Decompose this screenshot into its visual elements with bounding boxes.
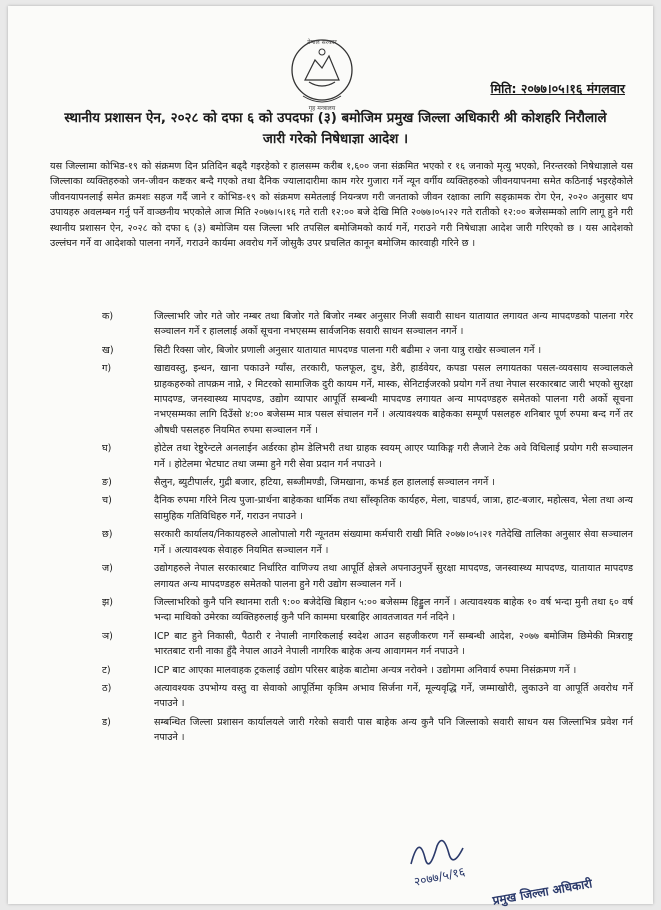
item-text: होटेल तथा रेष्टुरेन्टले अनलाईन अर्डरका होम डेलिभरी तथा ग्राहक स्वयम् आएर प्याकिङ्ग गरी लैजाने टेक अवे विधिलाई प्रयोग गरी सञ्चालन गर्ने । होटेलमा भेटघाट तथा जम्मा हुने गरी सेवा प्रदान गर्न नपाउने । [154, 443, 633, 470]
title-line-1: स्थानीय प्रशासन ऐन, २०२८ को दफा ६ को उपदफा (३) बमोजिम प्रमुख जिल्ला अधिकारी श्री कोशहरि निरौलाले [64, 111, 607, 126]
list-item [50, 681, 633, 712]
nepal-government-emblem [283, 34, 361, 112]
item-label: ञ) [102, 630, 113, 642]
list-item [50, 309, 633, 340]
document-date: मिति: २०७७।०५।१६ मंगलवार [490, 81, 625, 96]
item-text: उद्योगहरुले नेपाल सरकारबाट निर्धारित वाणिज्य तथा आपूर्ति क्षेत्रले अपनाउनुपर्ने सुरक्षा मापदण्ड, जनस्वास्थ्य मापदण्ड, यातायात मापदण्ड लगायत अन्य मापदण्डहरु समेतको पालना हुने गरी उद्योग सञ्चालन गर्ने । [154, 563, 633, 590]
item-text: सरकारी कार्यालय/निकायहरुले आलोपालो गरी न्यूनतम संख्यामा कर्मचारी राखी मिति २०७७।०५।२१ गतेदेखि तालिका अनुसार सेवा सञ्चालन गर्ने । अत्यावश्यक सेवाहरु नियमित सञ्चालन गर्ने । [154, 529, 633, 556]
svg-text:२०७७/५/१६: २०७७/५/१६ [412, 864, 467, 889]
svg-text:प्रमुख जिल्ला अधिकारी: प्रमुख जिल्ला अधिकारी [491, 876, 594, 908]
item-label: ङ) [102, 477, 112, 489]
item-text: ICP बाट हुने निकासी, पैठारी र नेपाली नागरिकलाई स्वदेश आउन सहजीकरण गर्ने सम्बन्धी आदेश, २०७७ बमोजिम छिमेकी मित्रराष्ट्र भारतबाट रानी नाका हुँदै नेपाल आउने नेपाली नागरिक बाहेक अन्य आवागमन गर्न नपाउने । [154, 630, 633, 658]
item-label: ड) [102, 716, 111, 728]
order-items-list [50, 309, 633, 749]
document-title [48, 108, 623, 150]
item-label: ख) [102, 344, 114, 356]
item-text: जिल्लाभरि जोर गते जोर नम्बर तथा बिजोर गते बिजोर नम्बर अनुसार निजी सवारी साधन यातायात लगायत अन्य मापदण्डको पालना गरेर सञ्चालन गर्ने र हाललाई अर्को सूचना नभएसम्म सार्वजनिक सवारी साधन सञ्चालन नगर्ने । [154, 311, 633, 338]
list-item [50, 343, 633, 358]
svg-text:गृह मन्त्रालय: गृह मन्त्रालय [308, 105, 336, 112]
title-line-2: जारी गरेको निषेधाज्ञा आदेश । [262, 132, 409, 147]
item-label: ग) [102, 363, 112, 375]
list-item [50, 595, 633, 626]
svg-text:नेपाल सरकार: नेपाल सरकार [307, 39, 337, 46]
item-label: च) [102, 495, 112, 507]
list-item [50, 475, 633, 490]
item-label: झ) [102, 596, 113, 608]
intro-paragraph: यस जिल्लामा कोभिड-१९ को संक्रमण दिन प्रतिदिन बढ्दै गइरहेको र हालसम्म करीब १,६०० जना संक्रमित भएको र १६ जनाको मृत्यु भएको, निरन्तरको निषेधाज्ञाले यस जिल्लाका व्यक्तिहरुको जन-जीवन कष्टकर बन्दै गएको तथा दैनिक ज्यालादारीमा काम गरेर गुजारा गर्ने न्यून वर्गीय व्यक्तिहरुको जीवनयापनमा समेत कठिनाई भइरहेकोले जीवनयापनलाई समेत क्रमशः सहज गर्दै जाने र कोभिड-१९ को संक्रमण समेतलाई नियन्त्रण गरी जनताको जीवन रक्षाका लागि सङ्क्रामक रोग ऐन, २०२० अनुसार थप उपायहरु अवलम्बन गर्नु पर्ने वाञ्छनीय भएकोले आज मिति २०७७।५।१६ गते राती १२:०० बजे देखि मिति २०७७।०५।२२ गते रातीको १२:०० बजेसम्मको लागि लागू हुने गरी स्थानीय प्रशासन ऐन, २०२८ को दफा ६ (३) बमोजिम यस जिल्ला भरि तपसिल बमोजिमको कार्य गर्ने, गराउने गरी निषेधाज्ञा आदेश जारी गरिएको छ । यस आदेशको उल्लंघन गर्ने वा आदेशको पालना नगर्ने, गराउने कार्यमा अवरोध गर्ने जोसुकै उपर प्रचलित कानून बमोजिम कारवाही गरिने छ । [50, 161, 633, 250]
document-page [8, 6, 653, 908]
list-item [50, 361, 633, 438]
item-text: सिटी रिक्सा जोर, बिजोर प्रणाली अनुसार यातायात मापदण्ड पालना गरी बढीमा २ जना यात्रु राखेर सञ्चालन गर्ने । [154, 344, 542, 356]
item-label: ज) [102, 563, 113, 575]
signature-stamp [393, 824, 594, 908]
item-text: खाद्यवस्तु, इन्धन, खाना पकाउने ग्याँस, तरकारी, फलफूल, दुध, डेरी, हार्डवेयर, कपडा पसल लगायतका पसल-व्यवसाय सञ्चालकले ग्राहकहरुको तापक्रम नाप्ने, २ मिटरको सामाजिक दुरी कायम गर्ने, मास्क, सेनिटाईजरको प्रयोग गर्ने तथा नेपाल सरकारबाट जारी भएको सुरक्षा मापदण्ड, जनस्वास्थ्य मापदण्ड, उद्योग व्यापार आपूर्ति सम्बन्धी मापदण्ड लगायत अन्य मापदण्डहरु समेतको पालना गरी अर्को सूचना नभएसम्मका लागि दिउँसो ४:०० बजेसम्म मात्र पसल संचालन गर्ने । अत्यावश्यक बाहेकका सम्पूर्ण पसलहरु शनिबार पूर्ण रुपमा बन्द गर्ने तर औषधी पसलहरु नियमित रुपमा सञ्चालन गर्ने । [154, 363, 633, 436]
item-text: सैलुन, ब्युटीपार्लर, गुद्री बजार, हटिया, सब्जीमण्डी, जिमखाना, कभर्ड हल हाललाई सञ्चालन नगर्ने । [154, 477, 495, 489]
list-item [50, 629, 633, 660]
list-item [50, 715, 633, 746]
item-label: ठ) [102, 682, 112, 694]
item-text: सम्बन्धित जिल्ला प्रशासन कार्यालयले जारी गरेको सवारी पास बाहेक अन्य कुनै पनि जिल्लाको सवारी साधन यस जिल्लाभित्र प्रवेश गर्न नपाउने । [154, 716, 633, 744]
list-item [50, 527, 633, 558]
item-label: ट) [102, 664, 111, 676]
list-item [50, 441, 633, 472]
item-label: छ) [102, 529, 113, 541]
list-item [50, 663, 633, 678]
list-item [50, 493, 633, 524]
item-text: ICP बाट आएका मालवाहक ट्रकलाई उद्योग परिसर बाहेक बाटोमा अन्यत्र नरोक्ने । उद्योगमा अनिवार्य रुपमा निसंक्रमण गर्ने । [154, 664, 577, 676]
item-text: जिल्लाभरिको कुनै पनि स्थानमा राती ९:०० बजेदेखि बिहान ५:०० बजेसम्म हिड्डुल नगर्ने । अत्यावश्यक बाहेक १० वर्ष भन्दा मुनी तथा ६० वर्ष भन्दा माथिको उमेरका व्यक्तिहरुलाई कुनै पनि काममा घरबाहिर आवतजावत गर्न नदिने । [154, 596, 633, 624]
item-label: घ) [102, 443, 112, 455]
list-item [50, 561, 633, 592]
item-text: दैनिक रुपमा गरिने नित्य पुजा-प्रार्थना बाहेकका धार्मिक तथा साँस्कृतिक कार्यहरु, मेला, चाडपर्व, जात्रा, हाट-बजार, महोत्सव, भेला तथा अन्य सामुहिक गतिविधिहरु गर्ने, गराउन नपाउने । [154, 495, 633, 522]
item-label: क) [102, 311, 114, 322]
item-text: अत्यावश्यक उपभोग्य वस्तु वा सेवाको आपूर्तिमा कृत्रिम अभाव सिर्जना गर्ने, मूल्यवृद्धि गर्ने, जम्माखोरी, लुकाउने वा आपूर्ति अवरोध गर्ने नपाउने । [154, 682, 633, 710]
